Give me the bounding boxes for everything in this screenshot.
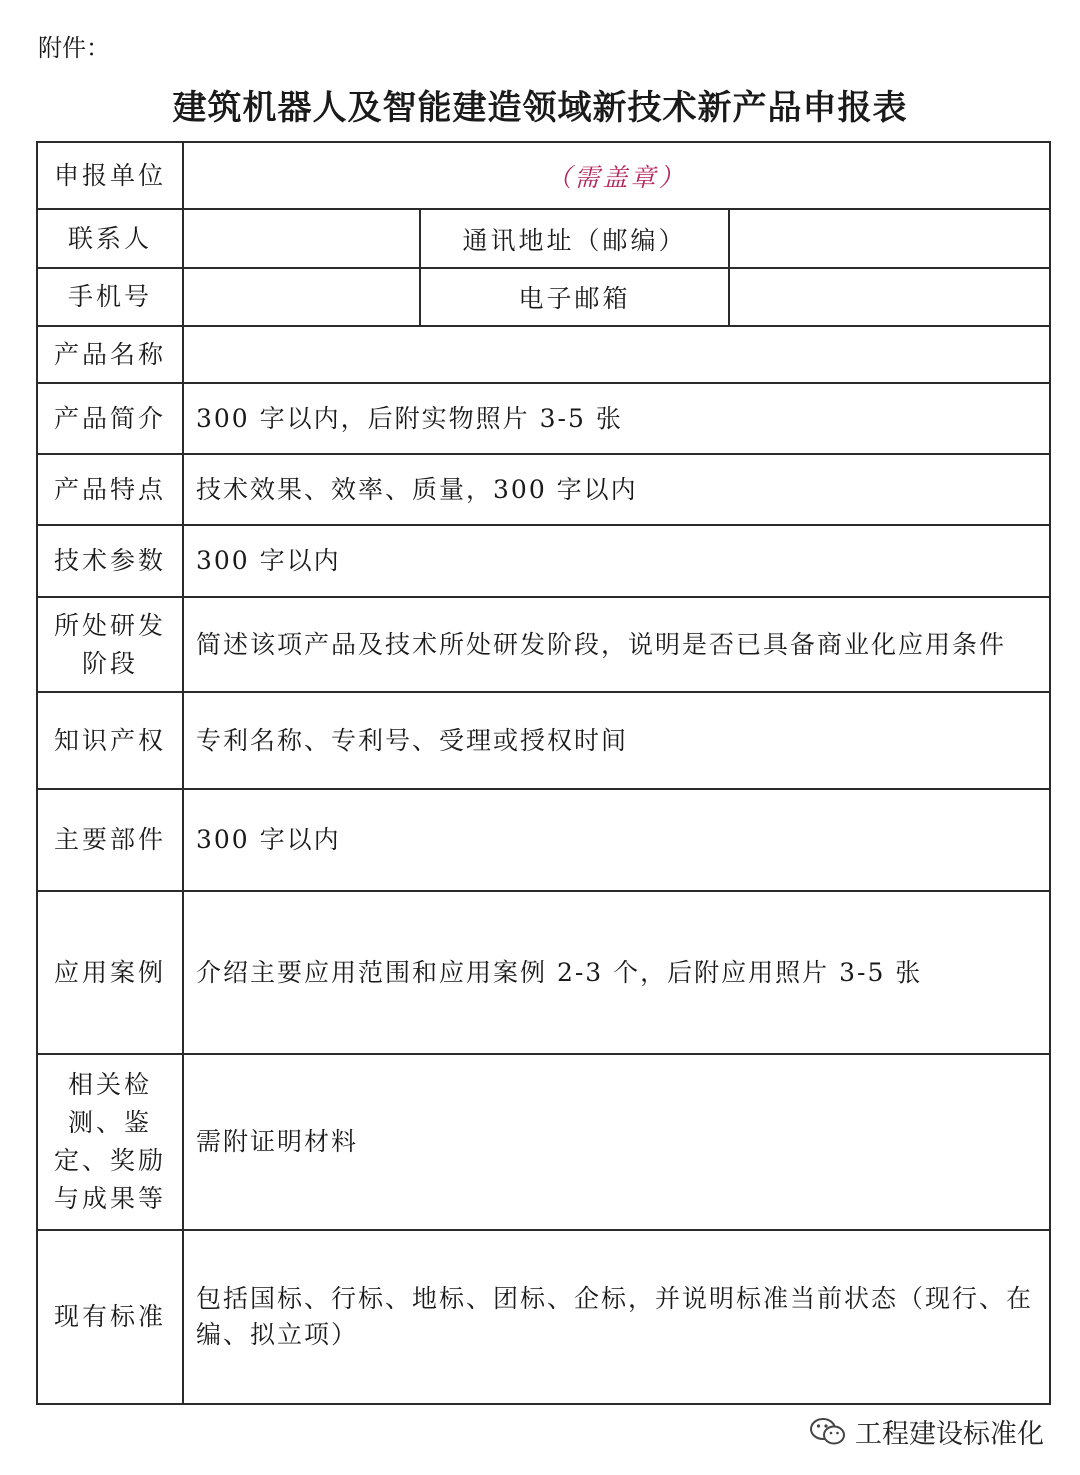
email-label: 电子邮箱: [420, 268, 729, 326]
application-form-table: [36, 141, 1051, 1405]
row-standards: [37, 1230, 1050, 1404]
tests-label: 相关检测、鉴定、奖励与成果等: [37, 1054, 183, 1230]
product-name-field[interactable]: [183, 326, 1050, 383]
stage-field[interactable]: 简述该项产品及技术所处研发阶段，说明是否已具备商业化应用条件: [183, 597, 1050, 692]
features-label: 产品特点: [37, 454, 183, 525]
params-field[interactable]: 300 字以内: [183, 525, 1050, 597]
intro-label: 产品简介: [37, 383, 183, 454]
watermark: [809, 1412, 1044, 1451]
row-phone: [37, 268, 1050, 326]
row-parts: [37, 789, 1050, 891]
unit-label: 申报单位: [37, 142, 183, 209]
standards-label: 现有标准: [37, 1230, 183, 1404]
wechat-icon: [809, 1417, 847, 1447]
params-label: 技术参数: [37, 525, 183, 597]
row-product-name: [37, 326, 1050, 383]
standards-field[interactable]: 包括国标、行标、地标、团标、企标，并说明标准当前状态（现行、在编、拟立项）: [183, 1230, 1050, 1404]
parts-label: 主要部件: [37, 789, 183, 891]
cases-field[interactable]: 介绍主要应用范围和应用案例 2-3 个，后附应用照片 3-5 张: [183, 891, 1050, 1054]
row-intro: [37, 383, 1050, 454]
stage-label: 所处研发阶段: [37, 597, 183, 692]
cases-label: 应用案例: [37, 891, 183, 1054]
address-label: 通讯地址（邮编）: [420, 209, 729, 268]
form-title: 建筑机器人及智能建造领域新技术新产品申报表: [172, 88, 908, 128]
contact-label: 联系人: [37, 209, 183, 268]
ip-field[interactable]: 专利名称、专利号、受理或授权时间: [183, 692, 1050, 789]
row-unit: [37, 142, 1050, 209]
row-features: [37, 454, 1050, 525]
parts-field[interactable]: 300 字以内: [183, 789, 1050, 891]
attachment-label: 附件：: [38, 34, 110, 62]
row-cases: [37, 891, 1050, 1054]
row-tests: [37, 1054, 1050, 1230]
unit-value-field[interactable]: （需盖章）: [183, 142, 1050, 209]
email-field[interactable]: [729, 268, 1050, 326]
row-ip: [37, 692, 1050, 789]
phone-field[interactable]: [183, 268, 420, 326]
features-field[interactable]: 技术效果、效率、质量，300 字以内: [183, 454, 1050, 525]
row-stage: [37, 597, 1050, 692]
watermark-text: 工程建设标准化: [855, 1419, 1044, 1450]
product-name-label: 产品名称: [37, 326, 183, 383]
row-contact: [37, 209, 1050, 268]
contact-field[interactable]: [183, 209, 420, 268]
intro-field[interactable]: 300 字以内，后附实物照片 3-5 张: [183, 383, 1050, 454]
phone-label: 手机号: [37, 268, 183, 326]
row-params: [37, 525, 1050, 597]
tests-field[interactable]: 需附证明材料: [183, 1054, 1050, 1230]
ip-label: 知识产权: [37, 692, 183, 789]
address-field[interactable]: [729, 209, 1050, 268]
